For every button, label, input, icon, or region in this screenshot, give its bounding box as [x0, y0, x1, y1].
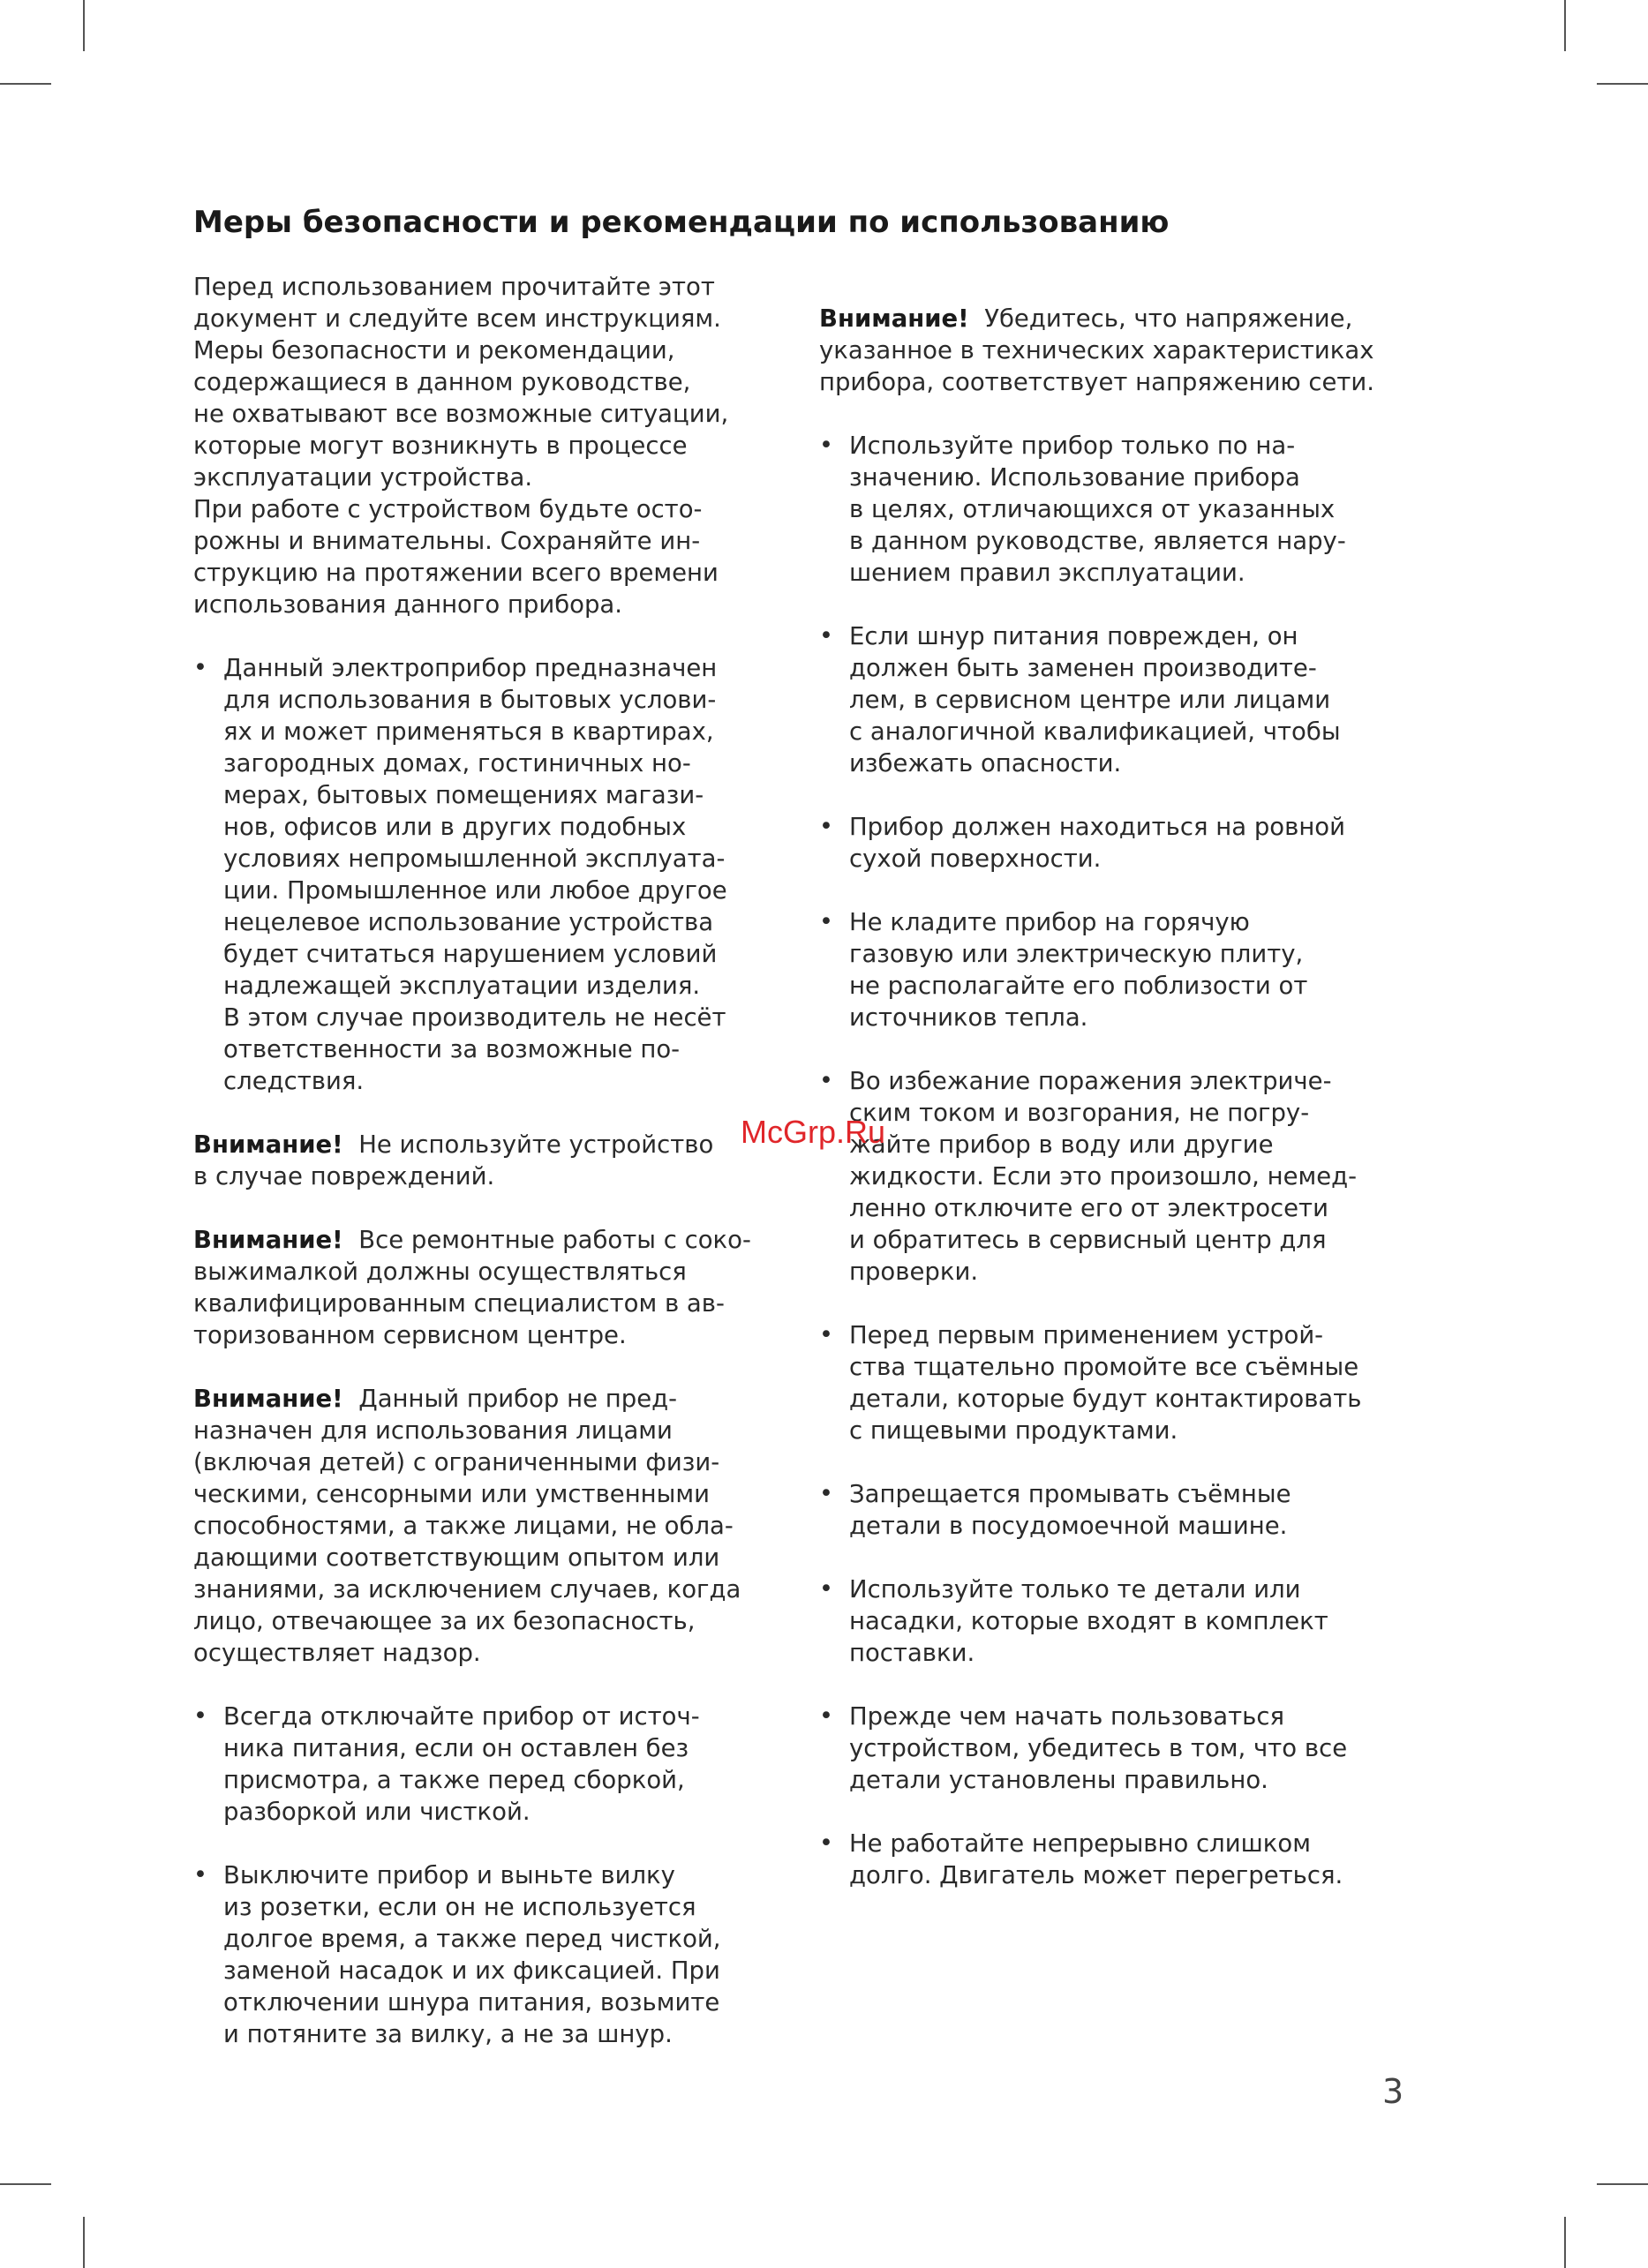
text-line: не охватывают все возможные ситуации,: [193, 400, 729, 428]
text-line: рожны и внимательны. Сохраняйте ин-: [193, 527, 701, 555]
bullet-icon: •: [819, 1480, 833, 1507]
text-line: долго. Двигатель может перегреться.: [849, 1861, 1343, 1889]
text-line: прибора, соответствует напряжению сети.: [819, 368, 1375, 396]
warning-text: Данный прибор не пред-: [342, 1385, 678, 1413]
text-line: и потяните за вилку, а не за шнур.: [223, 2020, 673, 2048]
watermark: McGrp.Ru: [741, 1114, 886, 1150]
text-line: В этом случае производитель не несёт: [223, 1003, 726, 1032]
text-line: насадки, которые входят в комплект: [849, 1607, 1328, 1635]
text-line: ства тщательно промойте все съёмные: [849, 1353, 1359, 1381]
text-line: источников тепла.: [849, 1003, 1088, 1032]
text-line: (включая детей) с ограниченными физи-: [193, 1448, 720, 1476]
text-line: Если шнур питания поврежден, он: [849, 622, 1298, 650]
bullet-icon: •: [819, 622, 833, 650]
page-number: 3: [1382, 2072, 1404, 2111]
warning-block: [819, 303, 1437, 398]
text-line: с пищевыми продуктами.: [849, 1416, 1178, 1445]
text-line: Данный электроприбор предназначен: [223, 654, 718, 682]
text-line: ленно отключите его от электросети: [849, 1194, 1328, 1222]
text-line: жайте прибор в воду или другие: [849, 1130, 1274, 1159]
text-line: содержащиеся в данном руководстве,: [193, 368, 691, 396]
bullet-item: [193, 1859, 802, 2050]
text-line: в целях, отличающихся от указанных: [849, 495, 1336, 523]
text-line: мерах, бытовых помещениях магази-: [223, 781, 704, 809]
bullet-icon: •: [193, 654, 207, 681]
text-line: жидкости. Если это произошло, немед-: [849, 1162, 1358, 1190]
crop-mark: [83, 0, 85, 51]
text-line: осуществляет надзор.: [193, 1639, 481, 1667]
text-line: надлежащей эксплуатации изделия.: [223, 972, 701, 1000]
warning-label: Внимание!: [193, 1130, 343, 1159]
text-line: торизованном сервисном центре.: [193, 1321, 627, 1349]
intro-paragraph: [193, 271, 802, 620]
text-line: из розетки, если он не используется: [223, 1893, 696, 1921]
text-line: Прежде чем начать пользоваться: [849, 1702, 1285, 1731]
text-line: эксплуатации устройства.: [193, 463, 533, 492]
text-line: значению. Использование прибора: [849, 463, 1300, 492]
text-line: проверки.: [849, 1258, 979, 1286]
warning-text: Все ремонтные работы с соко-: [342, 1226, 751, 1254]
text-line: ях и может применяться в квартирах,: [223, 717, 714, 746]
text-line: [193, 1129, 802, 1160]
text-line: отключении шнура питания, возьмите: [223, 1988, 720, 2016]
crop-mark: [1597, 2183, 1648, 2185]
text-line: Всегда отключайте прибор от источ-: [223, 1702, 700, 1731]
text-line: Прибор должен находиться на ровной: [849, 813, 1346, 841]
bullet-icon: •: [819, 908, 833, 935]
text-line: для использования в бытовых услови-: [223, 686, 717, 714]
text-line: газовую или электрическую плиту,: [849, 940, 1304, 968]
warning-text: Убедитесь, что напряжение,: [968, 304, 1353, 333]
crop-mark: [1597, 83, 1648, 85]
bullet-icon: •: [819, 1829, 833, 1857]
text-line: Запрещается промывать съёмные: [849, 1480, 1291, 1508]
text-line: [819, 303, 1437, 334]
text-line: нов, офисов или в других подобных: [223, 813, 687, 841]
text-line: [193, 1383, 802, 1415]
text-line: не располагайте его поблизости от: [849, 972, 1308, 1000]
right-column: [819, 303, 1437, 1891]
bullet-icon: •: [193, 1702, 207, 1730]
page-title: Меры безопасности и рекомендации по использованию: [193, 205, 1170, 240]
text-line: Используйте только те детали или: [849, 1575, 1301, 1603]
text-line: [193, 1224, 802, 1256]
warning-text: Не используйте устройство: [342, 1130, 714, 1159]
text-line: Во избежание поражения электриче-: [849, 1067, 1332, 1095]
text-line: знаниями, за исключением случаев, когда: [193, 1575, 741, 1603]
warning-label: Внимание!: [193, 1385, 343, 1413]
text-line: ским током и возгорания, не погру-: [849, 1099, 1310, 1127]
text-line: ника питания, если он оставлен без: [223, 1734, 689, 1762]
crop-mark: [1564, 2217, 1566, 2268]
text-line: долгое время, а также перед чисткой,: [223, 1925, 721, 1953]
text-line: назначен для использования лицами: [193, 1416, 673, 1445]
bullet-icon: •: [819, 1321, 833, 1348]
text-line: использования данного прибора.: [193, 590, 623, 619]
warning-block: [193, 1224, 802, 1351]
left-column: [193, 271, 802, 2050]
text-line: загородных домах, гостиничных но-: [223, 749, 691, 777]
text-line: в случае повреждений.: [193, 1162, 495, 1190]
text-line: детали установлены правильно.: [849, 1766, 1268, 1794]
text-line: При работе с устройством будьте осто-: [193, 495, 703, 523]
bullet-item: [819, 1828, 1437, 1891]
text-line: дающими соответствующим опытом или: [193, 1543, 720, 1572]
bullet-item: [819, 906, 1437, 1033]
text-line: присмотра, а также перед сборкой,: [223, 1766, 685, 1794]
text-line: Перед первым применением устрой-: [849, 1321, 1324, 1349]
text-line: квалифицированным специалистом в ав-: [193, 1289, 725, 1318]
bullet-item: [819, 1478, 1437, 1542]
bullet-icon: •: [819, 1702, 833, 1730]
text-line: которые могут возникнуть в процессе: [193, 432, 688, 460]
text-line: избежать опасности.: [849, 749, 1122, 777]
bullet-item: [819, 430, 1437, 589]
warning-label: Внимание!: [193, 1226, 343, 1254]
text-line: разборкой или чисткой.: [223, 1798, 531, 1826]
text-line: должен быть заменен производите-: [849, 654, 1317, 682]
text-line: с аналогичной квалификацией, чтобы: [849, 717, 1341, 746]
text-line: выжималкой должны осуществляться: [193, 1258, 687, 1286]
text-line: Выключите прибор и выньте вилку: [223, 1861, 675, 1889]
crop-mark: [1564, 0, 1566, 51]
text-line: Не работайте непрерывно слишком: [849, 1829, 1311, 1858]
text-line: указанное в технических характеристиках: [819, 336, 1374, 364]
text-line: Меры безопасности и рекомендации,: [193, 336, 675, 364]
crop-mark: [0, 2183, 51, 2185]
crop-mark: [83, 2217, 85, 2268]
bullet-item: [819, 1319, 1437, 1446]
text-line: нецелевое использование устройства: [223, 908, 714, 936]
text-line: документ и следуйте всем инструкциям.: [193, 304, 721, 333]
bullet-item: [819, 811, 1437, 875]
text-line: устройством, убедитесь в том, что все: [849, 1734, 1348, 1762]
text-line: Не кладите прибор на горячую: [849, 908, 1250, 936]
crop-mark: [0, 83, 51, 85]
text-line: лицо, отвечающее за их безопасность,: [193, 1607, 696, 1635]
text-line: шением правил эксплуатации.: [849, 559, 1245, 587]
bullet-icon: •: [819, 432, 833, 459]
text-line: струкцию на протяжении всего времени: [193, 559, 719, 587]
bullet-item: [819, 1701, 1437, 1796]
text-line: лем, в сервисном центре или лицами: [849, 686, 1331, 714]
text-line: Используйте прибор только по на-: [849, 432, 1296, 460]
text-line: ции. Промышленное или любое другое: [223, 876, 727, 905]
bullet-item: [193, 1701, 802, 1828]
text-line: заменой насадок и их фиксацией. При: [223, 1956, 720, 1985]
text-line: ческими, сенсорными или умственными: [193, 1480, 710, 1508]
warning-label: Внимание!: [819, 304, 969, 333]
text-line: Перед использованием прочитайте этот: [193, 273, 715, 301]
bullet-item: [819, 1573, 1437, 1669]
warning-block: [193, 1129, 802, 1192]
bullet-item: [819, 620, 1437, 779]
bullet-icon: •: [819, 1575, 833, 1603]
text-line: условиях непромышленной эксплуата-: [223, 845, 726, 873]
text-line: и обратитесь в сервисный центр для: [849, 1226, 1327, 1254]
text-line: детали в посудомоечной машине.: [849, 1512, 1288, 1540]
text-line: сухой поверхности.: [849, 845, 1102, 873]
bullet-item: [819, 1065, 1437, 1288]
bullet-icon: •: [193, 1861, 207, 1889]
text-line: ответственности за возможные по-: [223, 1035, 681, 1063]
text-line: будет считаться нарушением условий: [223, 940, 718, 968]
text-line: способностями, а также лицами, не обла-: [193, 1512, 734, 1540]
text-line: детали, которые будут контактировать: [849, 1385, 1362, 1413]
text-line: следствия.: [223, 1067, 365, 1095]
warning-block: [193, 1383, 802, 1669]
bullet-item: [193, 652, 802, 1097]
text-line: в данном руководстве, является нару-: [849, 527, 1346, 555]
bullet-icon: •: [819, 1067, 833, 1094]
bullet-icon: •: [819, 813, 833, 840]
text-line: поставки.: [849, 1639, 975, 1667]
